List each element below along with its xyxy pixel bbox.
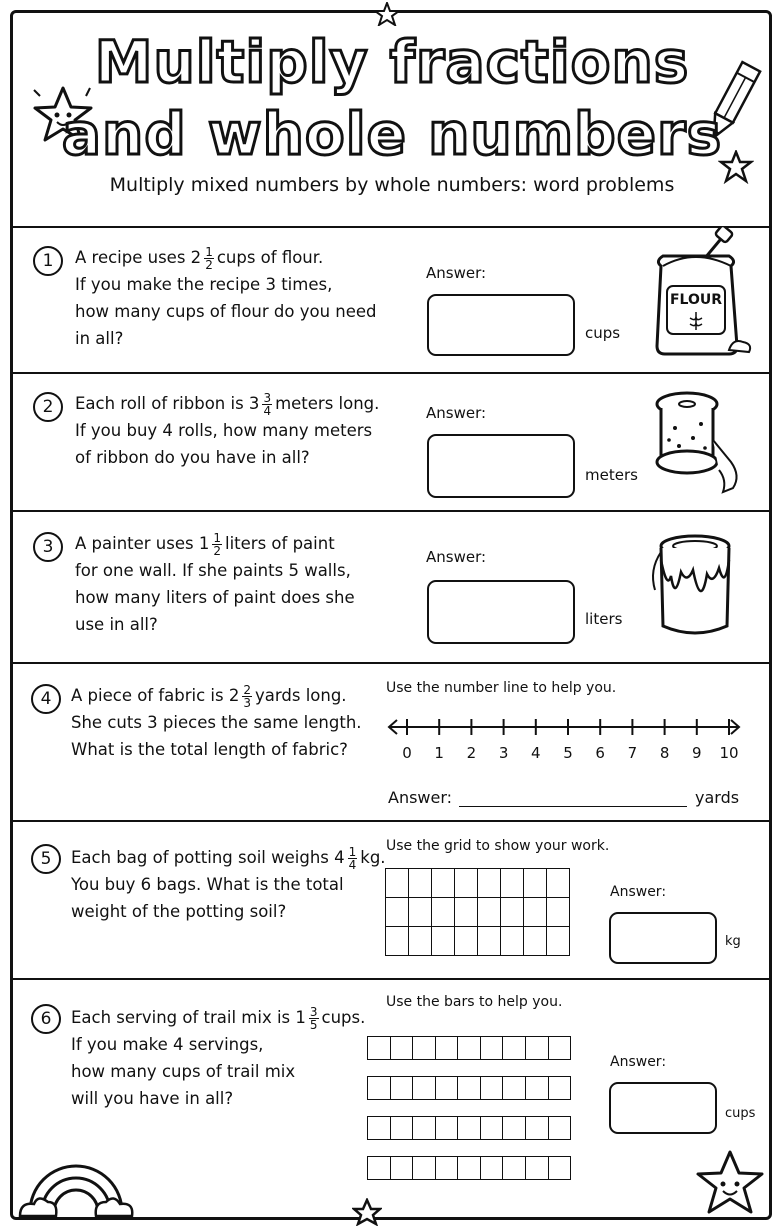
problem-text: A painter uses 1 $\frac{1}{2}$ liters of paint for one wall. If she paints 5 walls, how many liters of paint does she use in all? <box>75 531 355 634</box>
problem-text: Each roll of ribbon is 3 $\frac{3}{4}$ meters long. If you buy 4 rolls, how many meters of ribbon do you have in all? <box>75 391 380 467</box>
number-line-label: 4 <box>531 744 541 762</box>
problem-6-section <box>13 978 769 1154</box>
grid-cell[interactable] <box>432 869 455 898</box>
helper-text: Use the number line to help you. <box>386 680 617 696</box>
grid-cell[interactable] <box>501 927 524 956</box>
bar-cell[interactable] <box>368 1077 391 1099</box>
number-line-label: 8 <box>659 744 670 762</box>
unit-label: liters <box>585 610 623 628</box>
answer-box[interactable] <box>609 1082 717 1134</box>
number-line-label: 10 <box>719 744 739 762</box>
grid-cell[interactable] <box>432 927 455 956</box>
problem-number: 3 <box>33 532 63 562</box>
problem-3-section <box>13 510 769 662</box>
grid-cell[interactable] <box>547 898 570 927</box>
grid-cell[interactable] <box>478 869 501 898</box>
grid-cell[interactable] <box>478 927 501 956</box>
ribbon-spool-icon <box>649 388 745 498</box>
page-title-line2: and whole numbers <box>61 100 723 168</box>
problem-number: 1 <box>33 246 63 276</box>
unit-label: cups <box>585 324 621 342</box>
bar-cell[interactable] <box>458 1037 481 1059</box>
number-line-label: 2 <box>466 744 477 762</box>
paint-can-icon <box>645 530 745 642</box>
bar-cell[interactable] <box>436 1117 459 1139</box>
problem-5-section <box>13 820 769 978</box>
problem-text: A piece of fabric is 2 $\frac{2}{3}$ yards long. She cuts 3 pieces the same length. What is the total length of fabric? <box>71 683 362 759</box>
bar-cell[interactable] <box>503 1117 526 1139</box>
bar-cell[interactable] <box>526 1157 549 1179</box>
bar-cell[interactable] <box>503 1157 526 1179</box>
bar-cell[interactable] <box>413 1157 436 1179</box>
number-line <box>385 716 745 738</box>
problem-4-section <box>13 662 769 820</box>
answer-label: Answer: <box>388 788 453 807</box>
answer-line[interactable] <box>459 806 687 807</box>
fraction-bar[interactable] <box>367 1116 571 1140</box>
fraction: $\frac{1}{2}$ <box>213 531 221 558</box>
bar-cell[interactable] <box>481 1037 504 1059</box>
fraction: $\frac{2}{3}$ <box>243 683 252 710</box>
bar-cell[interactable] <box>413 1077 436 1099</box>
bar-cell[interactable] <box>391 1117 414 1139</box>
grid-cell[interactable] <box>524 869 547 898</box>
bar-cell[interactable] <box>481 1117 504 1139</box>
page-subtitle: Multiply mixed numbers by whole numbers: word problems <box>109 174 675 196</box>
grid-cell[interactable] <box>501 869 524 898</box>
answer-box[interactable] <box>427 294 575 356</box>
grid-cell[interactable] <box>409 898 432 927</box>
number-line-label: 9 <box>692 744 702 762</box>
grid-cell[interactable] <box>524 927 547 956</box>
bar-cell[interactable] <box>436 1077 459 1099</box>
problem-text: A recipe uses 2 $\frac{1}{2}$ cups of flour. If you make the recipe 3 times, how many cups of flour do you need in all? <box>75 245 377 348</box>
helper-text: Use the grid to show your work. <box>386 838 610 854</box>
grid-cell[interactable] <box>386 927 409 956</box>
grid-cell[interactable] <box>547 869 570 898</box>
bar-cell[interactable] <box>481 1157 504 1179</box>
problem-number: 4 <box>31 684 61 714</box>
number-line-label: 0 <box>402 744 412 762</box>
grid-cell[interactable] <box>547 927 570 956</box>
bar-cell[interactable] <box>526 1117 549 1139</box>
number-line-label: 3 <box>498 744 509 762</box>
smiling-star-icon <box>690 1146 770 1222</box>
grid-cell[interactable] <box>432 898 455 927</box>
problem-number: 2 <box>33 392 63 422</box>
fraction: $\frac{1}{4}$ <box>348 845 357 872</box>
bar-cell[interactable] <box>413 1117 436 1139</box>
answer-label: Answer: <box>610 1054 667 1070</box>
answer-label: Answer: <box>610 884 667 900</box>
problem-2-section <box>13 372 769 510</box>
bar-cell[interactable] <box>458 1117 481 1139</box>
grid-cell[interactable] <box>524 898 547 927</box>
bar-cell[interactable] <box>526 1077 549 1099</box>
bar-cell[interactable] <box>391 1077 414 1099</box>
fraction-bar[interactable] <box>367 1036 571 1060</box>
fraction: $\frac{1}{2}$ <box>205 245 213 272</box>
page-title-line1: Multiply fractions <box>94 28 690 96</box>
answer-box[interactable] <box>427 434 575 498</box>
bar-cell[interactable] <box>368 1037 391 1059</box>
answer-label: Answer: <box>426 404 487 422</box>
bar-cell[interactable] <box>413 1037 436 1059</box>
helper-text: Use the bars to help you. <box>386 994 563 1010</box>
fraction: $\frac{3}{5}$ <box>309 1005 318 1032</box>
bar-cell[interactable] <box>458 1157 481 1179</box>
star-icon <box>352 1198 382 1226</box>
bar-cell[interactable] <box>391 1037 414 1059</box>
number-line-label: 7 <box>627 744 638 762</box>
unit-label: kg <box>725 934 741 949</box>
bar-cell[interactable] <box>436 1037 459 1059</box>
fraction-bar[interactable] <box>367 1076 571 1100</box>
grid-cell[interactable] <box>409 927 432 956</box>
answer-box[interactable] <box>427 580 575 644</box>
number-line-label: 1 <box>434 744 444 762</box>
number-line-label: 5 <box>563 744 573 762</box>
grid-cell[interactable] <box>455 898 478 927</box>
grid-cell[interactable] <box>455 869 478 898</box>
svg-text:FLOUR: FLOUR <box>669 292 723 308</box>
problem-text: Each serving of trail mix is 1 $\frac{3}{5}$ cups. If you make 4 servings, how many cups of trail mix will you have in all? <box>71 1005 366 1108</box>
rainbow-icon <box>16 1140 136 1224</box>
number-line-label: 6 <box>595 744 605 762</box>
bar-cell[interactable] <box>549 1077 571 1099</box>
grid-cell[interactable] <box>478 898 501 927</box>
bar-cell[interactable] <box>549 1117 571 1139</box>
bar-cell[interactable] <box>368 1157 391 1179</box>
answer-label: Answer: <box>426 264 487 282</box>
flour-bag-icon <box>645 226 755 358</box>
work-grid[interactable] <box>385 868 570 956</box>
star-icon <box>374 2 400 26</box>
grid-cell[interactable] <box>386 869 409 898</box>
bar-cell[interactable] <box>436 1157 459 1179</box>
fraction: $\frac{3}{4}$ <box>263 391 272 418</box>
grid-cell[interactable] <box>409 869 432 898</box>
problem-text: Each bag of potting soil weighs 4 $\frac{1}{4}$ kg. You buy 6 bags. What is the total weight of the potting soil? <box>71 845 386 921</box>
unit-label: meters <box>585 466 638 484</box>
bar-cell[interactable] <box>526 1037 549 1059</box>
unit-label: yards <box>695 788 740 807</box>
bar-cell[interactable] <box>503 1077 526 1099</box>
bar-cell[interactable] <box>391 1157 414 1179</box>
grid-cell[interactable] <box>386 898 409 927</box>
unit-label: cups <box>725 1106 756 1121</box>
answer-label: Answer: <box>426 548 487 566</box>
grid-cell[interactable] <box>455 927 478 956</box>
bar-cell[interactable] <box>549 1157 571 1179</box>
problem-1-section <box>13 226 769 372</box>
problem-number: 6 <box>31 1004 61 1034</box>
bar-cell[interactable] <box>503 1037 526 1059</box>
problem-number: 5 <box>31 844 61 874</box>
answer-box[interactable] <box>609 912 717 964</box>
bar-cell[interactable] <box>481 1077 504 1099</box>
grid-cell[interactable] <box>501 898 524 927</box>
bar-cell[interactable] <box>458 1077 481 1099</box>
bar-cell[interactable] <box>549 1037 571 1059</box>
fraction-bar[interactable] <box>367 1156 571 1180</box>
bar-cell[interactable] <box>368 1117 391 1139</box>
